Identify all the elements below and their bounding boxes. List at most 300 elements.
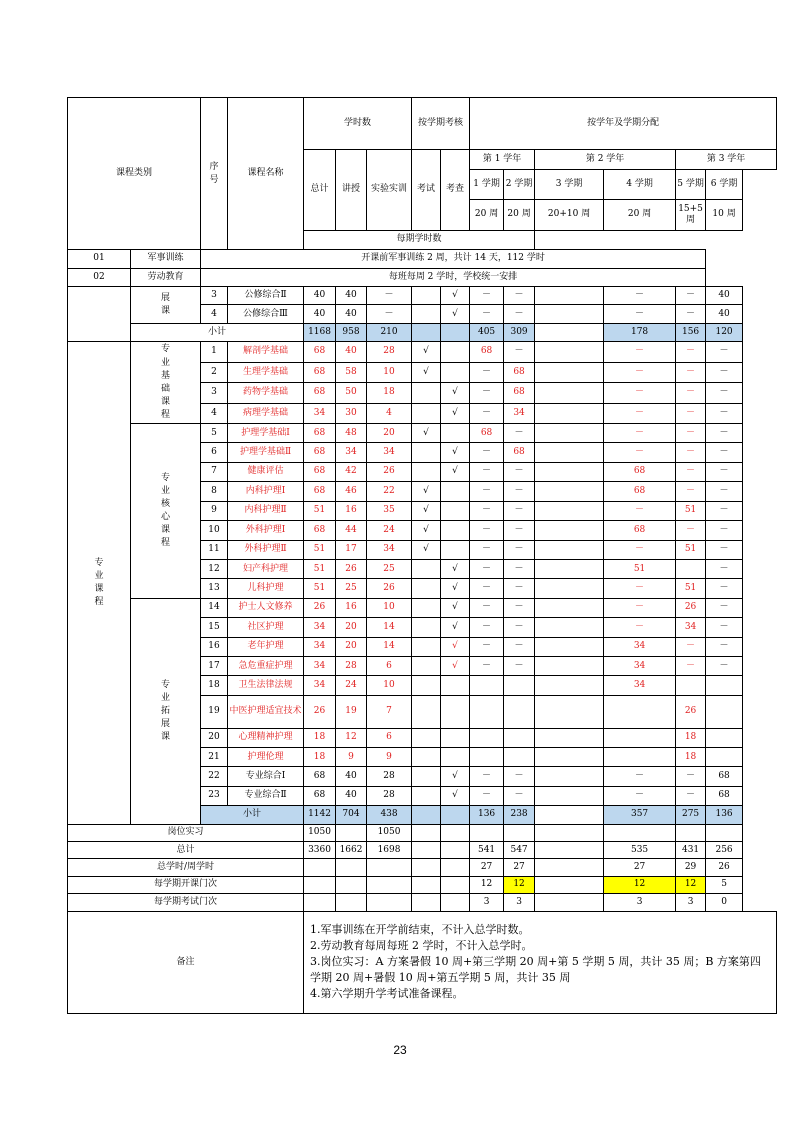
pro-ext-label-text: 专业拓展课 xyxy=(160,679,170,742)
course-s4: － xyxy=(604,342,676,362)
special-note: 开课前军事训练 2 周，共计 14 天，112 学时 xyxy=(201,250,706,268)
course-lecture-hours: 50 xyxy=(336,383,367,403)
course-name: 老年护理 xyxy=(228,637,304,656)
course-s5: 18 xyxy=(676,728,706,747)
course-total-hours: 68 xyxy=(304,342,336,362)
course-s5: － xyxy=(676,287,706,305)
course-exam xyxy=(412,462,441,481)
course-s5: － xyxy=(676,443,706,462)
course-seq: 1 xyxy=(201,342,228,362)
course-seq: 9 xyxy=(201,501,228,520)
course-lab-hours: 22 xyxy=(367,482,412,501)
header-weekly-hours: 每期学时数 xyxy=(304,230,535,249)
course-s4: － xyxy=(604,403,676,423)
expand-subtotal-s6: 120 xyxy=(706,323,743,341)
footer-intern-total: 1050 xyxy=(304,824,336,841)
course-s3-empty xyxy=(535,462,604,481)
header-total: 总计 xyxy=(304,150,336,231)
special-seq: 01 xyxy=(68,250,131,268)
blank xyxy=(412,824,441,841)
course-check: √ xyxy=(441,618,470,637)
course-exam xyxy=(412,657,441,676)
course-lecture-hours: 48 xyxy=(336,423,367,442)
course-s2: － xyxy=(504,342,535,362)
blank xyxy=(535,876,604,893)
course-s2 xyxy=(504,748,535,767)
course-s5: 51 xyxy=(676,501,706,520)
course-lab-hours: 6 xyxy=(367,728,412,747)
course-lab-hours: － xyxy=(367,287,412,305)
expand-subtotal-total: 1168 xyxy=(304,323,336,341)
course-seq: 5 xyxy=(201,423,228,442)
course-exam: √ xyxy=(412,540,441,559)
blank xyxy=(535,806,604,824)
footer-intern-s1 xyxy=(470,824,504,841)
course-seq: 20 xyxy=(201,728,228,747)
course-check: √ xyxy=(441,637,470,656)
footer-intern-s2 xyxy=(504,824,535,841)
course-s4: － xyxy=(604,598,676,617)
course-name: 公修综合Ⅲ xyxy=(228,305,304,323)
blank xyxy=(535,894,604,911)
course-check: √ xyxy=(441,559,470,578)
course-name: 药物学基础 xyxy=(228,383,304,403)
course-s6: 68 xyxy=(706,767,743,786)
header-week2: 20 周 xyxy=(504,200,535,231)
course-s3-empty xyxy=(535,342,604,362)
course-s3-empty xyxy=(535,521,604,540)
course-lab-hours: 24 xyxy=(367,521,412,540)
course-check xyxy=(441,540,470,559)
course-lab-hours: 34 xyxy=(367,443,412,462)
course-s1 xyxy=(470,695,504,728)
header-distribution: 按学年及学期分配 xyxy=(470,98,777,150)
header-week4: 20 周 xyxy=(604,200,676,231)
notes-content xyxy=(304,911,777,1013)
course-s2: 68 xyxy=(504,362,535,382)
course-s1 xyxy=(470,676,504,695)
expand-subtotal-lab: 210 xyxy=(367,323,412,341)
course-seq: 4 xyxy=(201,403,228,423)
course-lab-hours: 28 xyxy=(367,767,412,786)
course-s3-empty xyxy=(535,676,604,695)
course-lab-hours: 14 xyxy=(367,618,412,637)
course-s3-empty xyxy=(535,695,604,728)
course-name: 外科护理Ⅱ xyxy=(228,540,304,559)
footer-intern-s4 xyxy=(604,824,676,841)
course-name: 卫生法律法规 xyxy=(228,676,304,695)
course-s4: － xyxy=(604,767,676,786)
course-check: √ xyxy=(441,383,470,403)
course-seq: 2 xyxy=(201,362,228,382)
course-s5: － xyxy=(676,482,706,501)
course-lab-hours: 14 xyxy=(367,637,412,656)
header-week1: 20 周 xyxy=(470,200,504,231)
course-lecture-hours: 9 xyxy=(336,748,367,767)
course-lab-hours: 6 xyxy=(367,657,412,676)
footer-exams-s4: 3 xyxy=(604,894,676,911)
course-s3-empty xyxy=(535,383,604,403)
course-total-hours: 51 xyxy=(304,559,336,578)
course-lab-hours: 10 xyxy=(367,598,412,617)
course-s4: － xyxy=(604,423,676,442)
note-line2: 2.劳动教育每周每班 2 学时，不计入总学时。 xyxy=(310,939,533,953)
course-lecture-hours: 16 xyxy=(336,598,367,617)
course-s1 xyxy=(470,748,504,767)
footer-weekly-s6: 26 xyxy=(706,859,743,876)
course-name: 生理学基础 xyxy=(228,362,304,382)
footer-grand-lec: 1662 xyxy=(336,842,367,859)
expand-subtotal-s4: 178 xyxy=(604,323,676,341)
course-s3-empty xyxy=(535,598,604,617)
notes-label: 备注 xyxy=(68,911,304,1013)
course-s3-empty xyxy=(535,579,604,598)
course-check xyxy=(441,728,470,747)
course-exam xyxy=(412,728,441,747)
course-lecture-hours: 25 xyxy=(336,579,367,598)
course-lab-hours: 28 xyxy=(367,342,412,362)
course-lab-hours: 7 xyxy=(367,695,412,728)
course-total-hours: 68 xyxy=(304,521,336,540)
footer-open-s2: 12 xyxy=(504,876,535,893)
course-s1: － xyxy=(470,598,504,617)
course-s3-empty xyxy=(535,559,604,578)
course-name: 护理学基础Ⅱ xyxy=(228,443,304,462)
course-s1: － xyxy=(470,618,504,637)
course-total-hours: 34 xyxy=(304,657,336,676)
course-exam xyxy=(412,443,441,462)
course-exam: √ xyxy=(412,342,441,362)
blank xyxy=(441,876,470,893)
header-lab: 实验实训 xyxy=(367,150,412,231)
course-s5 xyxy=(676,676,706,695)
footer-grand-s6: 256 xyxy=(706,842,743,859)
course-s2 xyxy=(504,728,535,747)
pro-subtotal-s1: 136 xyxy=(470,806,504,824)
course-lecture-hours: 40 xyxy=(336,342,367,362)
course-s6: 68 xyxy=(706,786,743,805)
course-lab-hours: 10 xyxy=(367,676,412,695)
course-check: √ xyxy=(441,786,470,805)
course-s5 xyxy=(676,559,706,578)
special-note: 每班每周 2 学时，学校统一安排 xyxy=(201,268,706,286)
course-s5: － xyxy=(676,767,706,786)
course-exam: √ xyxy=(412,482,441,501)
footer-grand-total: 3360 xyxy=(304,842,336,859)
header-sem6: 6 学期 xyxy=(706,169,743,200)
footer-exams-s2: 3 xyxy=(504,894,535,911)
course-s1: － xyxy=(470,521,504,540)
course-s5: － xyxy=(676,462,706,481)
course-s1: － xyxy=(470,383,504,403)
expand-subtotal-s1: 405 xyxy=(470,323,504,341)
course-exam xyxy=(412,748,441,767)
course-s2: － xyxy=(504,637,535,656)
course-check: √ xyxy=(441,305,470,323)
course-s5: － xyxy=(676,786,706,805)
course-s4: － xyxy=(604,287,676,305)
course-s6: － xyxy=(706,482,743,501)
course-lab-hours: 25 xyxy=(367,559,412,578)
blank xyxy=(412,806,441,824)
page-number: 23 xyxy=(393,1043,407,1057)
course-s6: － xyxy=(706,443,743,462)
course-s4: 68 xyxy=(604,521,676,540)
footer-open-total xyxy=(304,876,336,893)
course-s6: － xyxy=(706,403,743,423)
note-line1: 1.军事训练在开学前结束，不计入总学时数。 xyxy=(310,923,530,937)
footer-grand-label: 总计 xyxy=(68,842,304,859)
header-year2: 第 2 学年 xyxy=(535,150,676,169)
course-s6: － xyxy=(706,618,743,637)
course-check xyxy=(441,521,470,540)
course-check xyxy=(441,676,470,695)
course-s6: 40 xyxy=(706,305,743,323)
course-s5: 51 xyxy=(676,579,706,598)
course-total-hours: 68 xyxy=(304,786,336,805)
header-exam: 考试 xyxy=(412,150,441,231)
blank xyxy=(441,859,470,876)
pro-subtotal-lab: 438 xyxy=(367,806,412,824)
pro-basic-label xyxy=(131,342,201,424)
pro-core-label xyxy=(131,423,201,598)
course-check: √ xyxy=(441,657,470,676)
footer-exams-total xyxy=(304,894,336,911)
expand-category-blank xyxy=(68,287,131,342)
course-s4: － xyxy=(604,786,676,805)
course-s5: 51 xyxy=(676,540,706,559)
course-total-hours: 34 xyxy=(304,618,336,637)
course-s4 xyxy=(604,695,676,728)
course-s2: － xyxy=(504,501,535,520)
course-s1: 68 xyxy=(470,342,504,362)
footer-exams-label: 每学期考试门次 xyxy=(68,894,304,911)
footer-grand-s1: 541 xyxy=(470,842,504,859)
header-check: 考查 xyxy=(441,150,470,231)
course-seq: 13 xyxy=(201,579,228,598)
course-total-hours: 68 xyxy=(304,423,336,442)
course-s4: － xyxy=(604,618,676,637)
blank xyxy=(441,894,470,911)
course-lab-hours: 26 xyxy=(367,462,412,481)
header-assess: 按学期考核 xyxy=(412,98,470,150)
footer-open-s4: 12 xyxy=(604,876,676,893)
expand-label-text: 展课 xyxy=(160,292,170,316)
header-year1: 第 1 学年 xyxy=(470,150,535,169)
footer-weekly-lab xyxy=(367,859,412,876)
course-s2: － xyxy=(504,305,535,323)
course-name: 公修综合Ⅱ xyxy=(228,287,304,305)
course-check: √ xyxy=(441,598,470,617)
footer-open-s6: 5 xyxy=(706,876,743,893)
footer-exams-s5: 3 xyxy=(676,894,706,911)
course-total-hours: 34 xyxy=(304,676,336,695)
course-s4: － xyxy=(604,579,676,598)
course-s3-empty xyxy=(535,305,604,323)
course-exam xyxy=(412,618,441,637)
footer-grand-lab: 1698 xyxy=(367,842,412,859)
course-s4: 68 xyxy=(604,462,676,481)
course-name: 护理伦理 xyxy=(228,748,304,767)
header-category: 课程类别 xyxy=(68,98,201,250)
course-name: 妇产科护理 xyxy=(228,559,304,578)
course-s2: － xyxy=(504,423,535,442)
expand-subtotal-label: 小计 xyxy=(131,323,304,341)
course-exam xyxy=(412,305,441,323)
footer-open-lab xyxy=(367,876,412,893)
course-seq: 3 xyxy=(201,287,228,305)
course-s2 xyxy=(504,695,535,728)
course-total-hours: 18 xyxy=(304,728,336,747)
course-name: 专业综合Ⅰ xyxy=(228,767,304,786)
blank xyxy=(412,894,441,911)
course-seq: 21 xyxy=(201,748,228,767)
course-s2: － xyxy=(504,540,535,559)
course-total-hours: 34 xyxy=(304,403,336,423)
course-total-hours: 34 xyxy=(304,637,336,656)
pro-ext-label xyxy=(131,598,201,824)
course-check: √ xyxy=(441,579,470,598)
expand-subtotal-s2: 309 xyxy=(504,323,535,341)
footer-intern-lab: 1050 xyxy=(367,824,412,841)
course-s1: － xyxy=(470,657,504,676)
header-lecture: 讲授 xyxy=(336,150,367,231)
course-s3-empty xyxy=(535,482,604,501)
course-s5: 34 xyxy=(676,618,706,637)
course-exam: √ xyxy=(412,501,441,520)
course-s4: － xyxy=(604,501,676,520)
course-check xyxy=(441,482,470,501)
pro-subtotal-s6: 136 xyxy=(706,806,743,824)
course-lecture-hours: 42 xyxy=(336,462,367,481)
course-s3-empty xyxy=(535,540,604,559)
course-seq: 12 xyxy=(201,559,228,578)
course-lab-hours: － xyxy=(367,305,412,323)
course-total-hours: 51 xyxy=(304,540,336,559)
pro-subtotal-s2: 238 xyxy=(504,806,535,824)
course-s3-empty xyxy=(535,423,604,442)
course-name: 儿科护理 xyxy=(228,579,304,598)
course-s2: － xyxy=(504,521,535,540)
course-s4: － xyxy=(604,383,676,403)
course-s3-empty xyxy=(535,767,604,786)
course-s2: 68 xyxy=(504,383,535,403)
course-s6: － xyxy=(706,462,743,481)
course-name: 中医护理适宜技术 xyxy=(228,695,304,728)
table-body xyxy=(68,98,777,1014)
course-s2: － xyxy=(504,786,535,805)
course-total-hours: 40 xyxy=(304,287,336,305)
course-seq: 16 xyxy=(201,637,228,656)
course-s6 xyxy=(706,748,743,767)
course-exam: √ xyxy=(412,362,441,382)
course-s5: 26 xyxy=(676,598,706,617)
course-s2: － xyxy=(504,618,535,637)
course-total-hours: 68 xyxy=(304,767,336,786)
blank xyxy=(441,806,470,824)
course-s1: － xyxy=(470,637,504,656)
course-lecture-hours: 58 xyxy=(336,362,367,382)
course-total-hours: 68 xyxy=(304,462,336,481)
course-exam xyxy=(412,637,441,656)
course-s2: － xyxy=(504,657,535,676)
course-s4: － xyxy=(604,362,676,382)
course-check: √ xyxy=(441,403,470,423)
course-s1: － xyxy=(470,443,504,462)
footer-intern-label: 岗位实习 xyxy=(68,824,304,841)
course-lecture-hours: 40 xyxy=(336,305,367,323)
course-s1: － xyxy=(470,767,504,786)
footer-exams-lec xyxy=(336,894,367,911)
header-week6: 10 周 xyxy=(706,200,743,231)
course-s3-empty xyxy=(535,657,604,676)
header-year3: 第 3 学年 xyxy=(676,150,777,169)
course-total-hours: 26 xyxy=(304,695,336,728)
course-lecture-hours: 16 xyxy=(336,501,367,520)
course-s4: 34 xyxy=(604,637,676,656)
course-name: 护理学基础Ⅰ xyxy=(228,423,304,442)
course-name: 专业综合Ⅱ xyxy=(228,786,304,805)
course-s6: － xyxy=(706,598,743,617)
course-lecture-hours: 20 xyxy=(336,618,367,637)
pro-subtotal-s5: 275 xyxy=(676,806,706,824)
course-lab-hours: 9 xyxy=(367,748,412,767)
course-seq: 6 xyxy=(201,443,228,462)
course-s6: － xyxy=(706,501,743,520)
course-s1: － xyxy=(470,287,504,305)
header-seq-text: 序号 xyxy=(209,161,219,185)
footer-weekly-total xyxy=(304,859,336,876)
pro-category-label xyxy=(68,342,131,824)
course-s5: 18 xyxy=(676,748,706,767)
course-s2: － xyxy=(504,598,535,617)
pro-subtotal-s4: 357 xyxy=(604,806,676,824)
course-exam: √ xyxy=(412,423,441,442)
course-s1: － xyxy=(470,403,504,423)
course-s2: － xyxy=(504,462,535,481)
course-seq: 10 xyxy=(201,521,228,540)
course-s4 xyxy=(604,728,676,747)
course-s6: － xyxy=(706,540,743,559)
course-s1: － xyxy=(470,305,504,323)
blank xyxy=(441,842,470,859)
footer-weekly-s4: 27 xyxy=(604,859,676,876)
course-total-hours: 68 xyxy=(304,443,336,462)
course-lecture-hours: 24 xyxy=(336,676,367,695)
course-seq: 7 xyxy=(201,462,228,481)
course-s6: － xyxy=(706,342,743,362)
course-exam: √ xyxy=(412,521,441,540)
course-name: 内科护理Ⅱ xyxy=(228,501,304,520)
header-seq xyxy=(201,98,228,250)
header-sem2: 2 学期 xyxy=(504,169,535,200)
course-lecture-hours: 44 xyxy=(336,521,367,540)
special-name: 劳动教育 xyxy=(131,268,201,286)
blank xyxy=(535,842,604,859)
course-lab-hours: 20 xyxy=(367,423,412,442)
course-s3-empty xyxy=(535,618,604,637)
footer-weekly-s2: 27 xyxy=(504,859,535,876)
course-exam xyxy=(412,403,441,423)
course-s1: － xyxy=(470,559,504,578)
blank xyxy=(412,323,441,341)
course-check: √ xyxy=(441,287,470,305)
footer-open-s1: 12 xyxy=(470,876,504,893)
footer-intern-s5 xyxy=(676,824,706,841)
course-lecture-hours: 40 xyxy=(336,767,367,786)
course-total-hours: 68 xyxy=(304,383,336,403)
course-s5: － xyxy=(676,423,706,442)
